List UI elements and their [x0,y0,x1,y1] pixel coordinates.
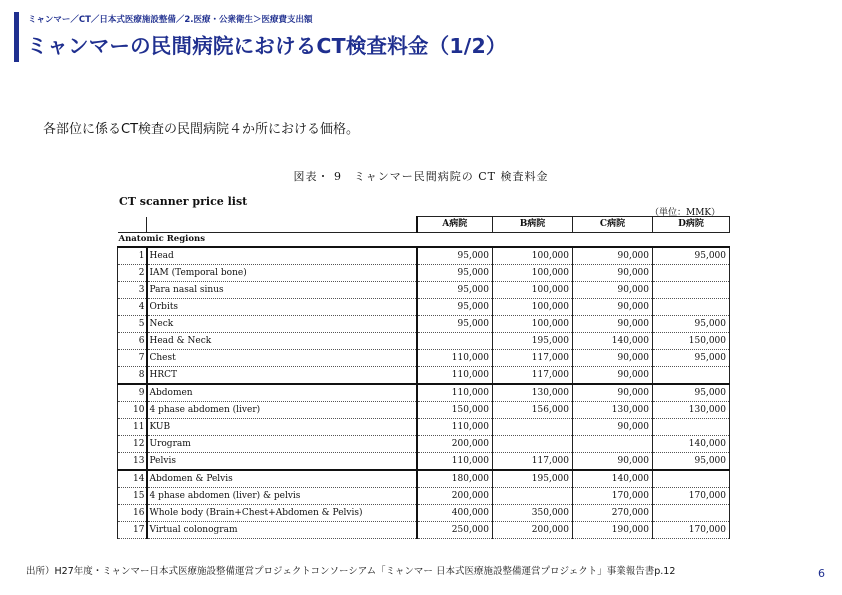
table-row [118,453,730,471]
price-c: 270,000 [573,505,653,522]
row-number: 1 [118,247,147,265]
price-b [493,436,573,453]
row-number: 16 [118,505,147,522]
title-accent-bar [14,12,19,62]
region-name: Chest [147,350,417,367]
price-c: 90,000 [573,350,653,367]
price-d: 140,000 [653,436,730,453]
price-b: 350,000 [493,505,573,522]
unit-label: （単位：MMK） [650,208,721,218]
row-number: 7 [118,350,147,367]
section-label: Anatomic Regions [118,233,730,248]
price-a: 110,000 [417,350,493,367]
price-d: 130,000 [653,402,730,419]
price-b: 195,000 [493,470,573,488]
region-name: Orbits [147,299,417,316]
price-b: 130,000 [493,384,573,402]
region-name: Head & Neck [147,333,417,350]
table-row [118,488,730,505]
table-row [118,333,730,350]
price-c: 190,000 [573,522,653,539]
table-row [118,436,730,453]
price-a: 200,000 [417,488,493,505]
row-number: 11 [118,419,147,436]
row-number: 5 [118,316,147,333]
price-c: 90,000 [573,384,653,402]
region-name: Urogram [147,436,417,453]
table-row [118,367,730,385]
price-c [573,436,653,453]
column-header: C病院 [573,217,653,233]
price-b: 117,000 [493,350,573,367]
price-b [493,419,573,436]
price-c: 90,000 [573,265,653,282]
table-row [118,419,730,436]
price-a: 180,000 [417,470,493,488]
region-name: Pelvis [147,453,417,471]
price-d: 95,000 [653,316,730,333]
price-d [653,419,730,436]
region-name: 4 phase abdomen (liver) & pelvis [147,488,417,505]
price-d [653,470,730,488]
price-c: 140,000 [573,470,653,488]
region-name: Whole body (Brain+Chest+Abdomen & Pelvis) [147,505,417,522]
table-row [118,522,730,539]
column-header: B病院 [493,217,573,233]
price-c: 140,000 [573,333,653,350]
price-b: 100,000 [493,247,573,265]
price-d: 95,000 [653,247,730,265]
price-d: 150,000 [653,333,730,350]
price-a [417,333,493,350]
price-c: 90,000 [573,299,653,316]
table-row [118,299,730,316]
figure-caption: 図表・ 9 ミャンマー民間病院の CT 検査料金 [293,170,549,183]
region-name: Para nasal sinus [147,282,417,299]
price-a: 110,000 [417,384,493,402]
row-number: 15 [118,488,147,505]
price-d [653,282,730,299]
table-row [118,316,730,333]
region-name: HRCT [147,367,417,385]
table-row [118,402,730,419]
page-number: 6 [818,567,825,580]
table-row [118,265,730,282]
price-a: 95,000 [417,299,493,316]
price-b [493,488,573,505]
price-b: 117,000 [493,367,573,385]
price-a: 200,000 [417,436,493,453]
price-a: 95,000 [417,247,493,265]
price-d: 95,000 [653,350,730,367]
price-d [653,299,730,316]
price-a: 95,000 [417,316,493,333]
region-name: Virtual colonogram [147,522,417,539]
price-rows [118,247,730,539]
column-header: A病院 [417,217,493,233]
price-b: 117,000 [493,453,573,471]
price-a: 95,000 [417,282,493,299]
table-row [118,505,730,522]
region-name: Abdomen [147,384,417,402]
row-number: 8 [118,367,147,385]
table-title: CT scanner price list [119,195,248,208]
price-c: 90,000 [573,367,653,385]
page-title: ミャンマーの民間病院におけるCT検査料金（1/2） [27,34,507,58]
price-b: 156,000 [493,402,573,419]
row-number: 13 [118,453,147,471]
table-row [118,470,730,488]
price-b: 100,000 [493,299,573,316]
price-c: 170,000 [573,488,653,505]
price-c: 130,000 [573,402,653,419]
row-number: 3 [118,282,147,299]
row-number: 14 [118,470,147,488]
row-number: 9 [118,384,147,402]
table-header-row [118,217,730,233]
price-c: 90,000 [573,282,653,299]
section-row [118,233,730,248]
price-b: 100,000 [493,282,573,299]
row-number: 17 [118,522,147,539]
price-d: 170,000 [653,488,730,505]
price-b: 195,000 [493,333,573,350]
price-c: 90,000 [573,316,653,333]
price-a: 250,000 [417,522,493,539]
source-note: 出所）H27年度・ミャンマー日本式医療施設整備運営プロジェクトコンソーシアム「ミャンマー 日本式医療施設整備運営プロジェクト」事業報告書p.12 [26,566,676,577]
price-d [653,505,730,522]
price-b: 100,000 [493,316,573,333]
region-name: Abdomen & Pelvis [147,470,417,488]
table-row [118,282,730,299]
table-row [118,247,730,265]
price-table [117,216,730,539]
price-b: 100,000 [493,265,573,282]
price-a: 110,000 [417,419,493,436]
subtitle: 各部位に係るCT検査の民間病院４か所における価格。 [43,122,360,137]
price-d [653,367,730,385]
price-d: 95,000 [653,384,730,402]
table-row [118,350,730,367]
price-d [653,265,730,282]
price-a: 400,000 [417,505,493,522]
price-a: 110,000 [417,367,493,385]
breadcrumb: ミャンマー／CT／日本式医療施設整備／2.医療・公衆衛生＞医療費支出額 [28,15,313,25]
column-header: D病院 [653,217,730,233]
price-d: 95,000 [653,453,730,471]
price-c: 90,000 [573,247,653,265]
row-number: 10 [118,402,147,419]
table-row [118,384,730,402]
region-name: IAM (Temporal bone) [147,265,417,282]
price-b: 200,000 [493,522,573,539]
price-a: 110,000 [417,453,493,471]
price-c: 90,000 [573,453,653,471]
region-name: Head [147,247,417,265]
price-d: 170,000 [653,522,730,539]
region-name: Neck [147,316,417,333]
row-number: 2 [118,265,147,282]
region-name: KUB [147,419,417,436]
price-a: 150,000 [417,402,493,419]
row-number: 4 [118,299,147,316]
row-number: 12 [118,436,147,453]
row-number: 6 [118,333,147,350]
price-a: 95,000 [417,265,493,282]
price-c: 90,000 [573,419,653,436]
region-name: 4 phase abdomen (liver) [147,402,417,419]
